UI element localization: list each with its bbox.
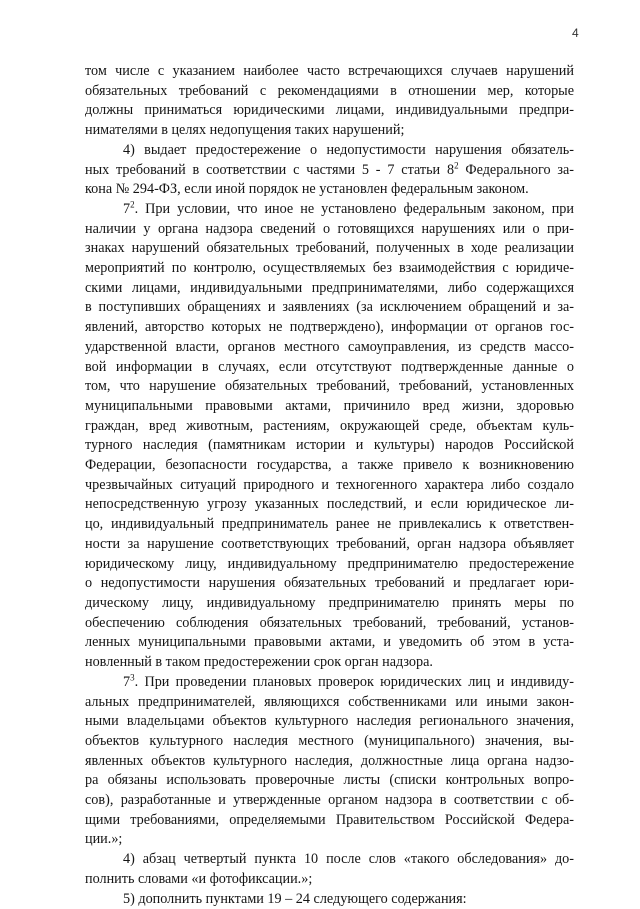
text-fragment: . При проведении плановых проверок юридических лиц и индивиду- [134,673,574,690]
clause-number: 7 [123,200,131,217]
text-line [85,200,574,220]
text-fragment: Федерального за- [458,161,574,178]
text-fragment: ных требований в соответствии с частями 5 - 7 статьи 8 [85,161,455,178]
clause-number: 7 [123,673,131,690]
text-line: непосредственную угрозу указанных последствий, и если юридическое ли- [85,496,574,513]
text-line: муниципальными правовыми актами, причинило вред жизни, здоровью [85,397,574,414]
text-line: полнить словами «и фотофиксации.»; [85,870,313,887]
text-fragment: . При условии, что иное не установлено федеральным законом, при [134,200,574,217]
text-line: должны приниматься юридическими лицами, индивидуальными предпри- [85,102,574,119]
text-line: 4) выдает предостережение о недопустимости нарушения обязатель- [123,141,574,158]
text-line: скими лицами, индивидуальными предпринимателями, либо содержащихся [85,279,574,296]
text-line: ра обязаны использовать проверочные листы (списки контрольных вопро- [85,772,574,789]
text-line: новленный в таком предостережении срок орган надзора. [85,654,433,671]
page-number: 4 [572,26,579,40]
text-line: турного наследия (памятникам истории и культуры) народов Российской [85,437,574,454]
text-line: ными владельцами объектов культурного наследия регионального значения, [85,713,574,730]
paragraph-2 [85,141,574,200]
text-line: ударственной власти, органов местного самоуправления, из средств массо- [85,338,574,355]
text-line [85,673,574,693]
text-line: сов), разработанные и утвержденные органом надзора в соответствии с об- [85,792,574,809]
text-line: вой информации в случаях, если отсутствуют подтвержденные данные о [85,358,574,375]
paragraph-4 [85,673,574,850]
text-line: объектов культурного наследия местного (муниципального) значения, вы- [85,732,574,749]
text-line: чрезвычайных ситуаций природного и техногенного характера либо создало [85,476,574,493]
document-body [85,62,574,909]
text-line: ности за нарушение соответствующих требований, орган надзора объявляет [85,535,574,552]
text-line: том, что нарушение обязательных требований, требований, установленных [85,378,574,395]
text-line: граждан, вред животным, растениям, окружающей среде, объектам куль- [85,417,574,434]
paragraph-5 [85,850,574,889]
text-line: дическому лицу, индивидуальному предпринимателю принять меры по [85,594,574,611]
text-line: 5) дополнить пунктами 19 – 24 следующего содержания: [123,890,467,907]
text-line: нимателями в целях недопущения таких нарушений; [85,122,405,139]
text-line: о недопустимости нарушения обязательных требований и предлагает юри- [85,575,574,592]
paragraph-6 [85,890,574,909]
text-line [85,161,574,181]
text-line: щими требованиями, определяемыми Правительством Российской Федера- [85,811,574,828]
paragraph-1 [85,62,574,141]
text-line: Федерации, безопасности государства, а также привело к возникновению [85,457,574,474]
text-line: альных предпринимателей, являющихся собственниками или иными закон- [85,693,574,710]
text-line: ции.»; [85,831,123,848]
text-line: в поступивших обращениях и заявлениях (за исключением обращений и за- [85,299,574,316]
text-line: юридическому лицу, индивидуальному предпринимателю предостережение [85,555,574,572]
text-line: обязательных требований с рекомендациями в отношении мер, которые [85,82,574,99]
text-line: том числе с указанием наиболее часто встречающихся случаев нарушений [85,63,574,79]
text-line: явленных объектов культурного наследия, должностные лица органа надзо- [85,752,574,769]
text-line: мероприятий по контролю, осуществляемых без взаимодействия с юридиче- [85,260,574,277]
superscript: 2 [130,199,135,210]
text-line: знаках нарушений обязательных требований, полученных в ходе реализации [85,240,574,257]
text-line: кона № 294-ФЗ, если иной порядок не установлен федеральным законом. [85,181,529,198]
superscript: 3 [130,672,135,683]
text-line: цо, индивидуальный предприниматель ранее не привлекались к ответствен- [85,516,574,533]
superscript: 2 [454,159,459,170]
text-line: наличии у органа надзора сведений о готовящихся нарушениях или о при- [85,220,574,237]
paragraph-3 [85,200,574,673]
text-line: ленных муниципальными правовыми актами, и уведомить об этом в уста- [85,634,574,651]
text-line: 4) абзац четвертый пункта 10 после слов «такого обследования» до- [123,851,574,868]
text-line: обеспечению соблюдения обязательных требований, требований, установ- [85,614,574,631]
text-line: явлений, авторство которых не подтверждено), информации от органов гос- [85,319,574,336]
